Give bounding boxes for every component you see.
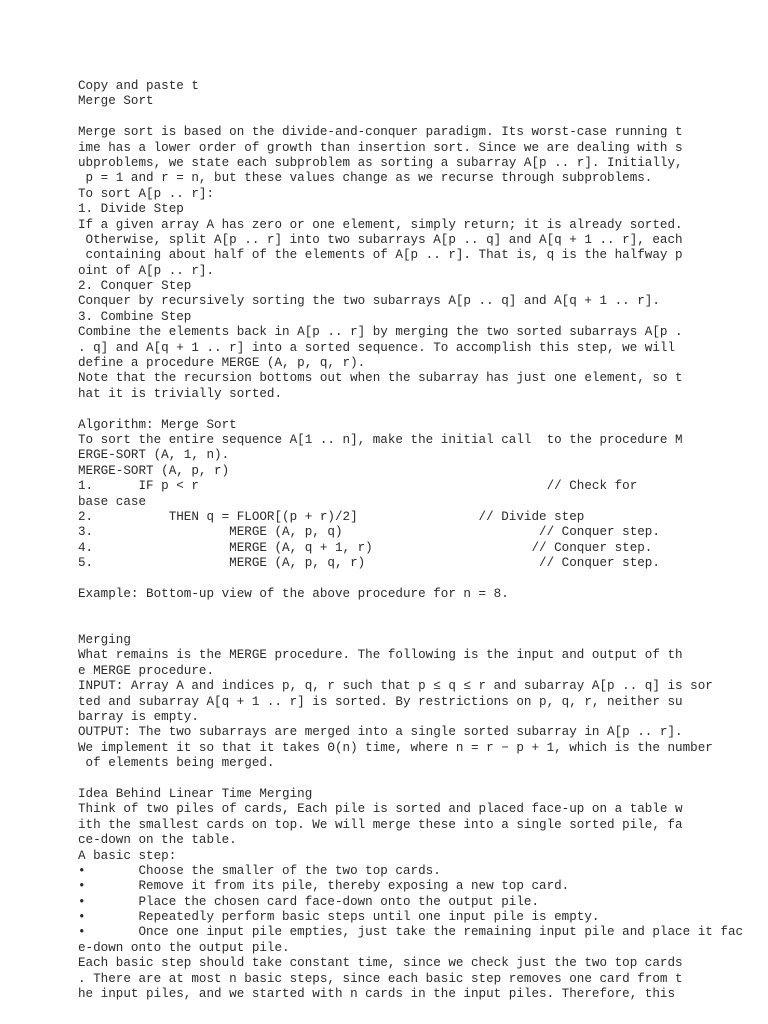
text-line: If a given array A has zero or one element, simply return; it is already sorted. (78, 217, 683, 232)
text-line: Merging (78, 633, 131, 648)
text-line: • Repeatedly perform basic steps until one input pile is empty. (78, 910, 600, 925)
text-line (78, 602, 768, 617)
text-line: Each basic step should take constant time, since we check just the two top cards (78, 956, 683, 971)
text-line: Merge Sort (78, 94, 154, 109)
text-line: . q] and A[q + 1 .. r] into a sorted sequence. To accomplish this step, we will (78, 340, 676, 355)
text-line: To sort A[p .. r]: (78, 186, 215, 201)
text-line: INPUT: Array A and indices p, q, r such that p ≤ q ≤ r and subarray A[p .. q] is sor (78, 679, 713, 694)
document-page (78, 79, 768, 1002)
text-line: Otherwise, split A[p .. r] into two subarrays A[p .. q] and A[q + 1 .. r], each (78, 232, 683, 247)
text-line: ubproblems, we state each subproblem as sorting a subarray A[p .. r]. Initially, (78, 155, 683, 170)
text-line: he input piles, and we started with n cards in the input piles. Therefore, this (78, 987, 676, 1002)
text-line (78, 572, 768, 587)
text-line: ERGE-SORT (A, 1, n). (78, 448, 230, 463)
text-line: Think of two piles of cards, Each pile is sorted and placed face-up on a table w (78, 802, 683, 817)
text-line: Example: Bottom-up view of the above procedure for n = 8. (78, 586, 509, 601)
text-line: OUTPUT: The two subarrays are merged into a single sorted subarray in A[p .. r]. (78, 725, 683, 740)
text-line: A basic step: (78, 848, 177, 863)
text-line: ime has a lower order of growth than insertion sort. Since we are dealing with s (78, 140, 683, 155)
text-line (78, 402, 768, 417)
text-line: 1. Divide Step (78, 202, 184, 217)
text-line: MERGE-SORT (A, p, r) (78, 463, 230, 478)
text-line: hat it is trivially sorted. (78, 386, 283, 401)
text-line: Note that the recursion bottoms out when the subarray has just one element, so t (78, 371, 683, 386)
text-line: 5. MERGE (A, p, q, r) // Conquer step. (78, 556, 660, 571)
text-line: ith the smallest cards on top. We will merge these into a single sorted pile, fa (78, 817, 683, 832)
text-line: What remains is the MERGE procedure. The following is the input and output of th (78, 648, 683, 663)
text-line: define a procedure MERGE (A, p, q, r). (78, 356, 366, 371)
text-line: We implement it so that it takes Θ(n) time, where n = r − p + 1, which is the number (78, 740, 713, 755)
text-line: p = 1 and r = n, but these values change as we recurse through subproblems. (78, 171, 653, 186)
text-line: Merge sort is based on the divide-and-conquer paradigm. Its worst-case running t (78, 125, 683, 140)
text-line: 3. Combine Step (78, 309, 192, 324)
text-line: Algorithm: Merge Sort (78, 417, 237, 432)
text-line: e MERGE procedure. (78, 663, 215, 678)
text-line: • Place the chosen card face-down onto the output pile. (78, 894, 540, 909)
text-line (78, 618, 768, 633)
text-line: ted and subarray A[q + 1 .. r] is sorted. By restrictions on p, q, r, neither su (78, 694, 683, 709)
text-line: 3. MERGE (A, p, q) // Conquer step. (78, 525, 660, 540)
text-line: ce-down on the table. (78, 833, 237, 848)
text-line: Copy and paste t (78, 79, 199, 93)
text-line: To sort the entire sequence A[1 .. n], make the initial call to the procedure M (78, 432, 683, 447)
text-line: base case (78, 494, 147, 509)
text-line: Combine the elements back in A[p .. r] by merging the two sorted subarrays A[p . (78, 325, 683, 340)
text-line: • Once one input pile empties, just take the remaining input pile and place it fac (78, 925, 744, 940)
text-line: of elements being merged. (78, 756, 275, 771)
text-line (78, 110, 768, 125)
text-line: containing about half of the elements of A[p .. r]. That is, q is the halfway p (78, 248, 683, 263)
text-line: 2. THEN q = FLOOR[(p + r)/2] // Divide step (78, 509, 585, 524)
text-line: barray is empty. (78, 710, 199, 725)
text-line: 2. Conquer Step (78, 279, 192, 294)
text-line: • Choose the smaller of the two top cards. (78, 863, 441, 878)
text-line: Idea Behind Linear Time Merging (78, 786, 313, 801)
text-line (78, 772, 768, 787)
text-line: • Remove it from its pile, thereby exposing a new top card. (78, 879, 570, 894)
text-line: . There are at most n basic steps, since each basic step removes one card from t (78, 971, 683, 986)
text-line: oint of A[p .. r]. (78, 263, 215, 278)
text-line: e-down onto the output pile. (78, 940, 290, 955)
text-line: 1. IF p < r // Check for (78, 479, 638, 494)
text-line: Conquer by recursively sorting the two subarrays A[p .. q] and A[q + 1 .. r]. (78, 294, 660, 309)
text-line: 4. MERGE (A, q + 1, r) // Conquer step. (78, 540, 653, 555)
